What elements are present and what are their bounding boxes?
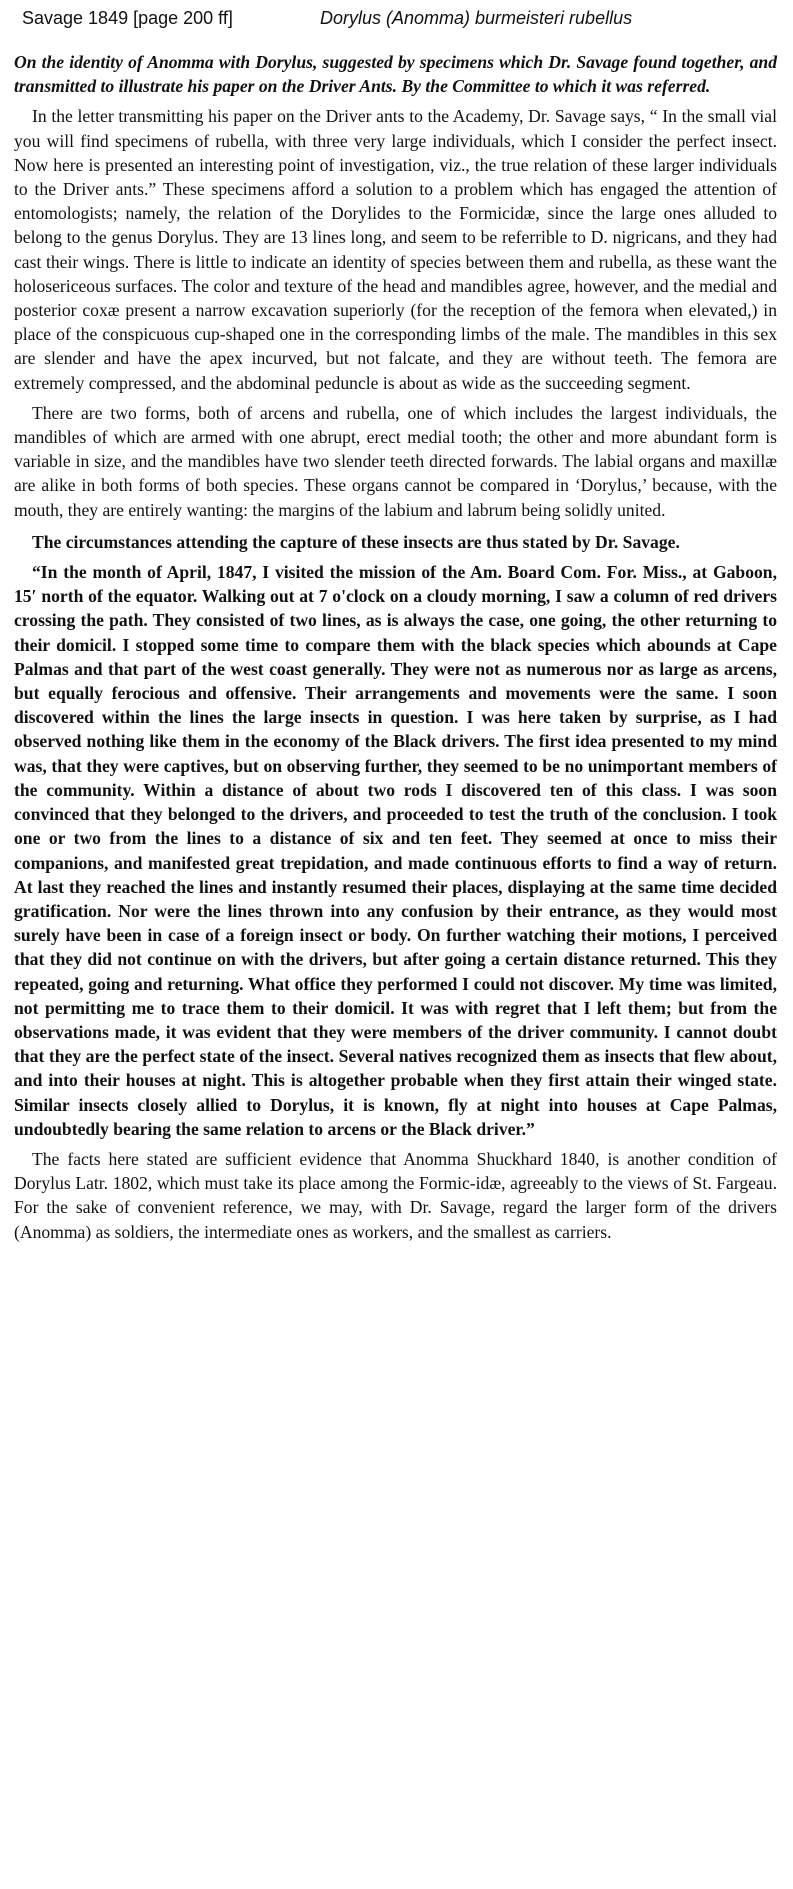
paragraph-forms: There are two forms, both of arcens and rubella, one of which includes the largest individuals, the mandibles of which are armed with one abrupt, erect medial tooth; the other and more abundant form is variable in size, and the mandibles have two slender teeth directed forwards. The labial organs and maxillæ are alike in both forms of both species. These organs cannot be compared in ‘Dorylus,’ because, with the mouth, they are entirely wanting: the margins of the labium and labrum being solidly united. xyxy=(14,402,777,520)
page-header-taxon: Dorylus (Anomma) burmeisteri rubellus xyxy=(320,8,633,28)
section-title: On the identity of Anomma with Dorylus, suggested by specimens which Dr. Savage found together, and transmitted to illustrate his paper on the Driver Ants. By the Committee to which it was referred. xyxy=(14,52,777,97)
page-header-citation: Savage 1849 [page 200 ff] xyxy=(22,8,233,28)
paragraph-circumstances: The circumstances attending the capture of these insects are thus stated by Dr. Savage. xyxy=(32,531,680,552)
paragraph-letter: In the letter transmitting his paper on the Driver ants to the Academy, Dr. Savage says, “ In the small vial you will find specimens of rubella, with three very large individuals, which I consider the perfect insect. Now here is presented an interesting point of investigation, viz., the true relation of these larger individuals to the Driver ants.” These specimens afford a solution to a problem which has engaged the attention of entomologists; namely, the relation of the Dorylides to the Formicidæ, since the large ones alluded to belong to the genus Dorylus. They are 13 lines long, and seem to be referrible to D. nigricans, and they had cast their wings. There is little to indicate an identity of species between them and rubella, as these want the holosericeous surfaces. The color and texture of the head and mandibles agree, however, and the medial and posterior coxæ present a narrow excavation superiorly (for the reception of the femora when elevated,) in place of the conspicuous cup-shaped one in the corresponding limbs of the male. The mandibles in this sex are slender and have the apex incurved, but not falcate, and they are without teeth. The femora are extremely compressed, and the abdominal peduncle is about as wide as the succeeding segment. xyxy=(14,106,777,393)
paragraph-savage-quote: “In the month of April, 1847, I visited the mission of the Am. Board Com. For. Miss., at Gaboon, 15′ north of the equator. Walking out at 7 o'clock on a cloudy morning, I saw a column of red drivers crossing the path. They consisted of two lines, as is always the case, one going, the other returning to their domicil. I stopped some time to compare them with the black species which abounds at Cape Palmas and that part of the west coast generally. They were not as numerous nor as large as arcens, but equally ferocious and offensive. Their arrangements and movements were the same. I soon discovered within the lines the large insects in question. I was here taken by surprise, as I had observed nothing like them in the economy of the Black drivers. The first idea presented to my mind was, that they were captives, but on observing further, they seemed to be no unimportant members of the community. Within a distance of about two rods I discovered ten of this class. I was soon convinced that they belonged to the drivers, and proceeded to test the truth of the conclusion. I took one or two from the lines to a distance of six and ten feet. They seemed at once to miss their companions, and manifested great trepidation, and made continuous efforts to find a way of return. At last they reached the lines and instantly resumed their places, displaying at the same time decided gratification. Nor were the lines thrown into any confusion by their entrance, as they would most surely have been in case of a foreign insect or body. On further watching their motions, I perceived that they did not continue on with the drivers, but after going a certain distance returned. This they repeated, going and returning. What office they performed I could not discover. My time was limited, not permitting me to trace them to their domicil. It was with regret that I left them; but from the observations made, it was evident that they were members of the driver community. I cannot doubt that they are the perfect state of the insect. Several natives recognized them as insects that flew about, and into their houses at night. This is altogether probable when they first attain their winged state. Similar insects closely allied to Dorylus, it is known, fly at night into houses at Cape Palmas, undoubtedly bearing the same relation to arcens or the Black driver.” xyxy=(14,562,777,1139)
document-body xyxy=(14,50,777,1244)
paragraph-conclusion: The facts here stated are sufficient evidence that Anomma Shuckhard 1840, is another condition of Dorylus Latr. 1802, which must take its place among the Formic-idæ, agreeably to the views of St. Fargeau. For the sake of convenient reference, we may, with Dr. Savage, regard the larger form of the drivers (Anomma) as soldiers, the intermediate ones as workers, and the smallest as carriers. xyxy=(14,1148,777,1242)
